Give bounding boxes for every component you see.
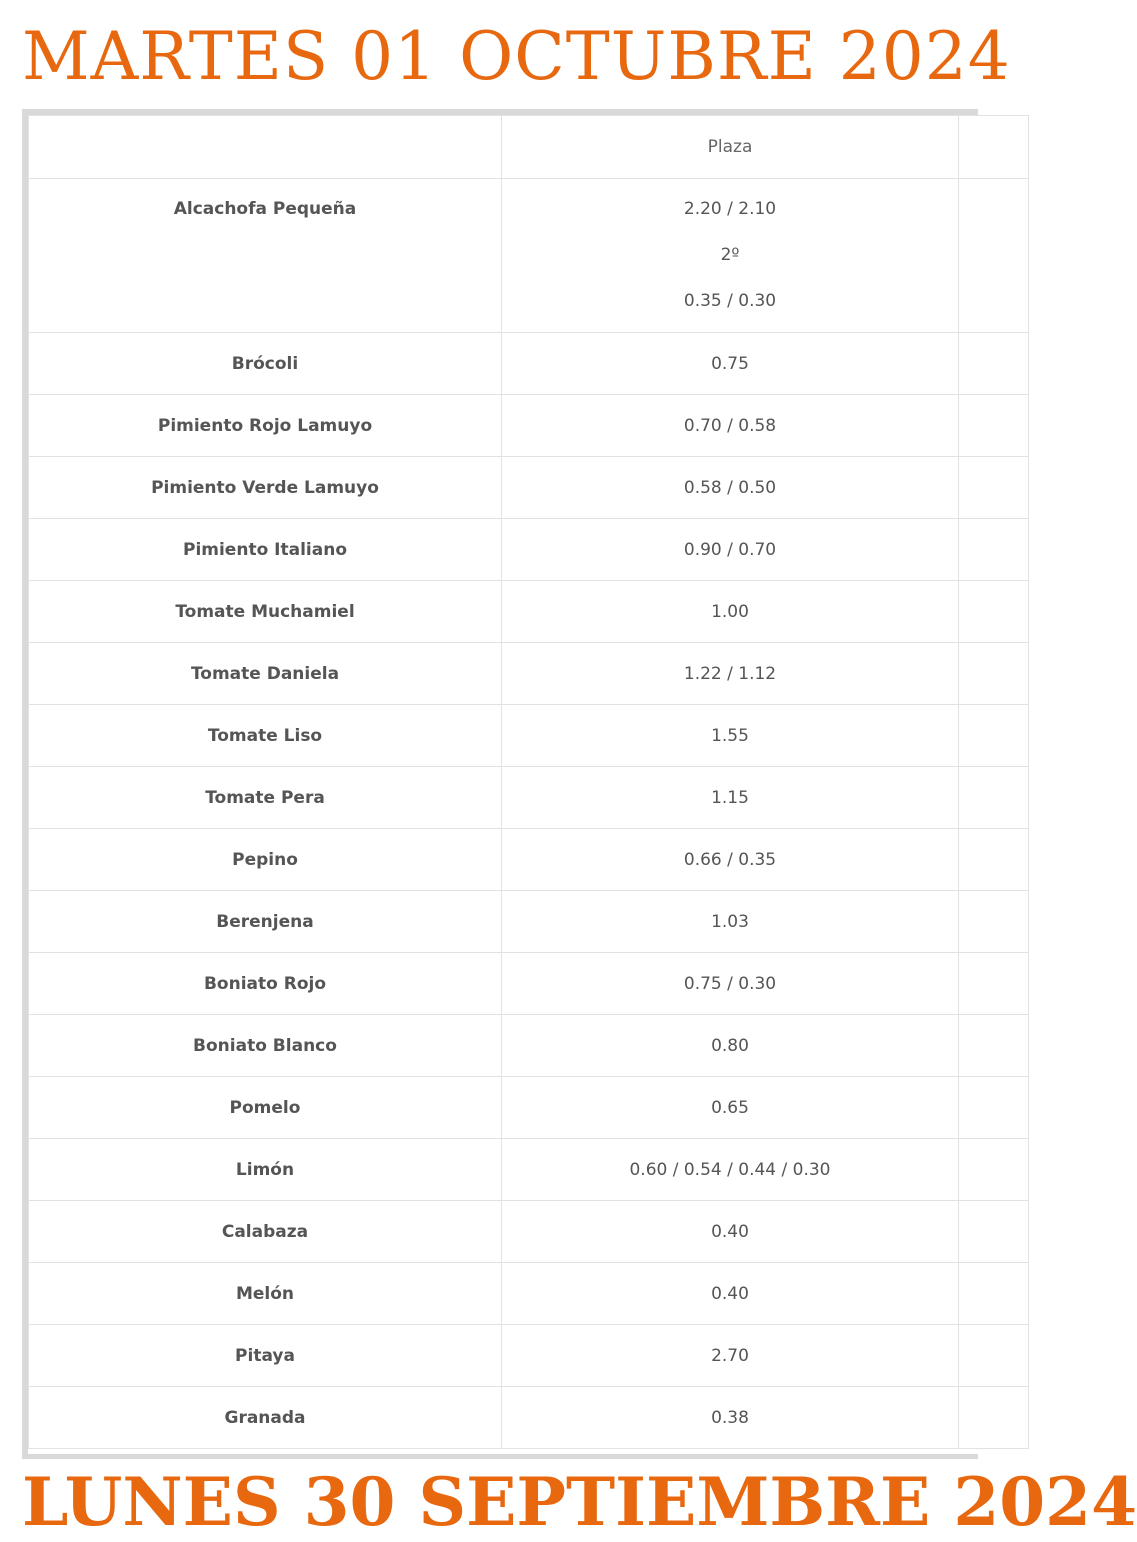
price-line: 2.20 / 2.10: [683, 199, 777, 219]
table-row: [29, 179, 1029, 333]
table-row: [29, 829, 1029, 891]
product-name: Pepino: [29, 829, 502, 891]
product-name: Tomate Pera: [29, 767, 502, 829]
product-name: [29, 179, 502, 333]
table-row: [29, 891, 1029, 953]
table-row: [29, 1139, 1029, 1201]
product-name: Pimiento Rojo Lamuyo: [29, 395, 502, 457]
product-name: Pitaya: [29, 1325, 502, 1387]
product-name: Boniato Blanco: [29, 1015, 502, 1077]
extra-cell: [959, 705, 1029, 767]
plaza-price: 1.00: [502, 581, 959, 643]
extra-cell: [959, 457, 1029, 519]
price-table-container[interactable]: [22, 109, 978, 1459]
table-row: [29, 705, 1029, 767]
extra-cell: [959, 767, 1029, 829]
table-row: [29, 1201, 1029, 1263]
extra-cell: [959, 1387, 1029, 1449]
plaza-price: 2.70: [502, 1325, 959, 1387]
table-row: [29, 581, 1029, 643]
plaza-price: 0.80: [502, 1015, 959, 1077]
header-cell-product: [29, 116, 502, 179]
plaza-price: 0.66 / 0.35: [502, 829, 959, 891]
header-cell-plaza: Plaza: [502, 116, 959, 179]
product-name: Boniato Rojo: [29, 953, 502, 1015]
extra-cell: [959, 519, 1029, 581]
plaza-price: 1.22 / 1.12: [502, 643, 959, 705]
plaza-price: 0.75 / 0.30: [502, 953, 959, 1015]
header-cell-extra: [959, 116, 1029, 179]
plaza-price: 1.55: [502, 705, 959, 767]
product-name: Limón: [29, 1139, 502, 1201]
plaza-price: 0.70 / 0.58: [502, 395, 959, 457]
extra-cell: [959, 179, 1029, 333]
plaza-price: 0.58 / 0.50: [502, 457, 959, 519]
table-row: [29, 1263, 1029, 1325]
price-table: [28, 115, 1029, 1449]
price-line: 2º: [720, 245, 740, 265]
extra-cell: [959, 1139, 1029, 1201]
page-title: MARTES 01 OCTUBRE 2024: [22, 18, 1011, 95]
extra-cell: [959, 333, 1029, 395]
product-name: Tomate Daniela: [29, 643, 502, 705]
product-name: Tomate Liso: [29, 705, 502, 767]
extra-cell: [959, 1015, 1029, 1077]
extra-cell: [959, 891, 1029, 953]
table-row: [29, 953, 1029, 1015]
extra-cell: [959, 395, 1029, 457]
extra-cell: [959, 1201, 1029, 1263]
extra-cell: [959, 829, 1029, 891]
next-section-title: LUNES 30 SEPTIEMBRE 2024: [22, 1463, 1137, 1541]
table-row: [29, 767, 1029, 829]
plaza-price: 0.75: [502, 333, 959, 395]
product-name: Granada: [29, 1387, 502, 1449]
extra-cell: [959, 1263, 1029, 1325]
extra-cell: [959, 1077, 1029, 1139]
product-name: Tomate Muchamiel: [29, 581, 502, 643]
plaza-price: 1.15: [502, 767, 959, 829]
product-name: Pomelo: [29, 1077, 502, 1139]
table-row: [29, 1325, 1029, 1387]
plaza-price: 0.40: [502, 1263, 959, 1325]
plaza-price: 0.60 / 0.54 / 0.44 / 0.30: [502, 1139, 959, 1201]
table-header-row: [29, 116, 1029, 179]
extra-cell: [959, 643, 1029, 705]
plaza-price: 0.90 / 0.70: [502, 519, 959, 581]
table-row: [29, 457, 1029, 519]
table-row: [29, 333, 1029, 395]
plaza-price: 1.03: [502, 891, 959, 953]
product-name: Berenjena: [29, 891, 502, 953]
product-name-text: Alcachofa Pequeña: [173, 199, 357, 219]
table-row: [29, 519, 1029, 581]
plaza-price: [502, 179, 959, 333]
product-name: Brócoli: [29, 333, 502, 395]
plaza-price: 0.40: [502, 1201, 959, 1263]
extra-cell: [959, 581, 1029, 643]
extra-cell: [959, 953, 1029, 1015]
table-row: [29, 1077, 1029, 1139]
price-line: 0.35 / 0.30: [683, 291, 777, 311]
product-name: Calabaza: [29, 1201, 502, 1263]
table-row: [29, 643, 1029, 705]
table-row: [29, 1015, 1029, 1077]
product-name: Pimiento Verde Lamuyo: [29, 457, 502, 519]
product-name: Melón: [29, 1263, 502, 1325]
product-name: Pimiento Italiano: [29, 519, 502, 581]
plaza-price: 0.65: [502, 1077, 959, 1139]
table-row: [29, 1387, 1029, 1449]
table-row: [29, 395, 1029, 457]
extra-cell: [959, 1325, 1029, 1387]
plaza-price: 0.38: [502, 1387, 959, 1449]
